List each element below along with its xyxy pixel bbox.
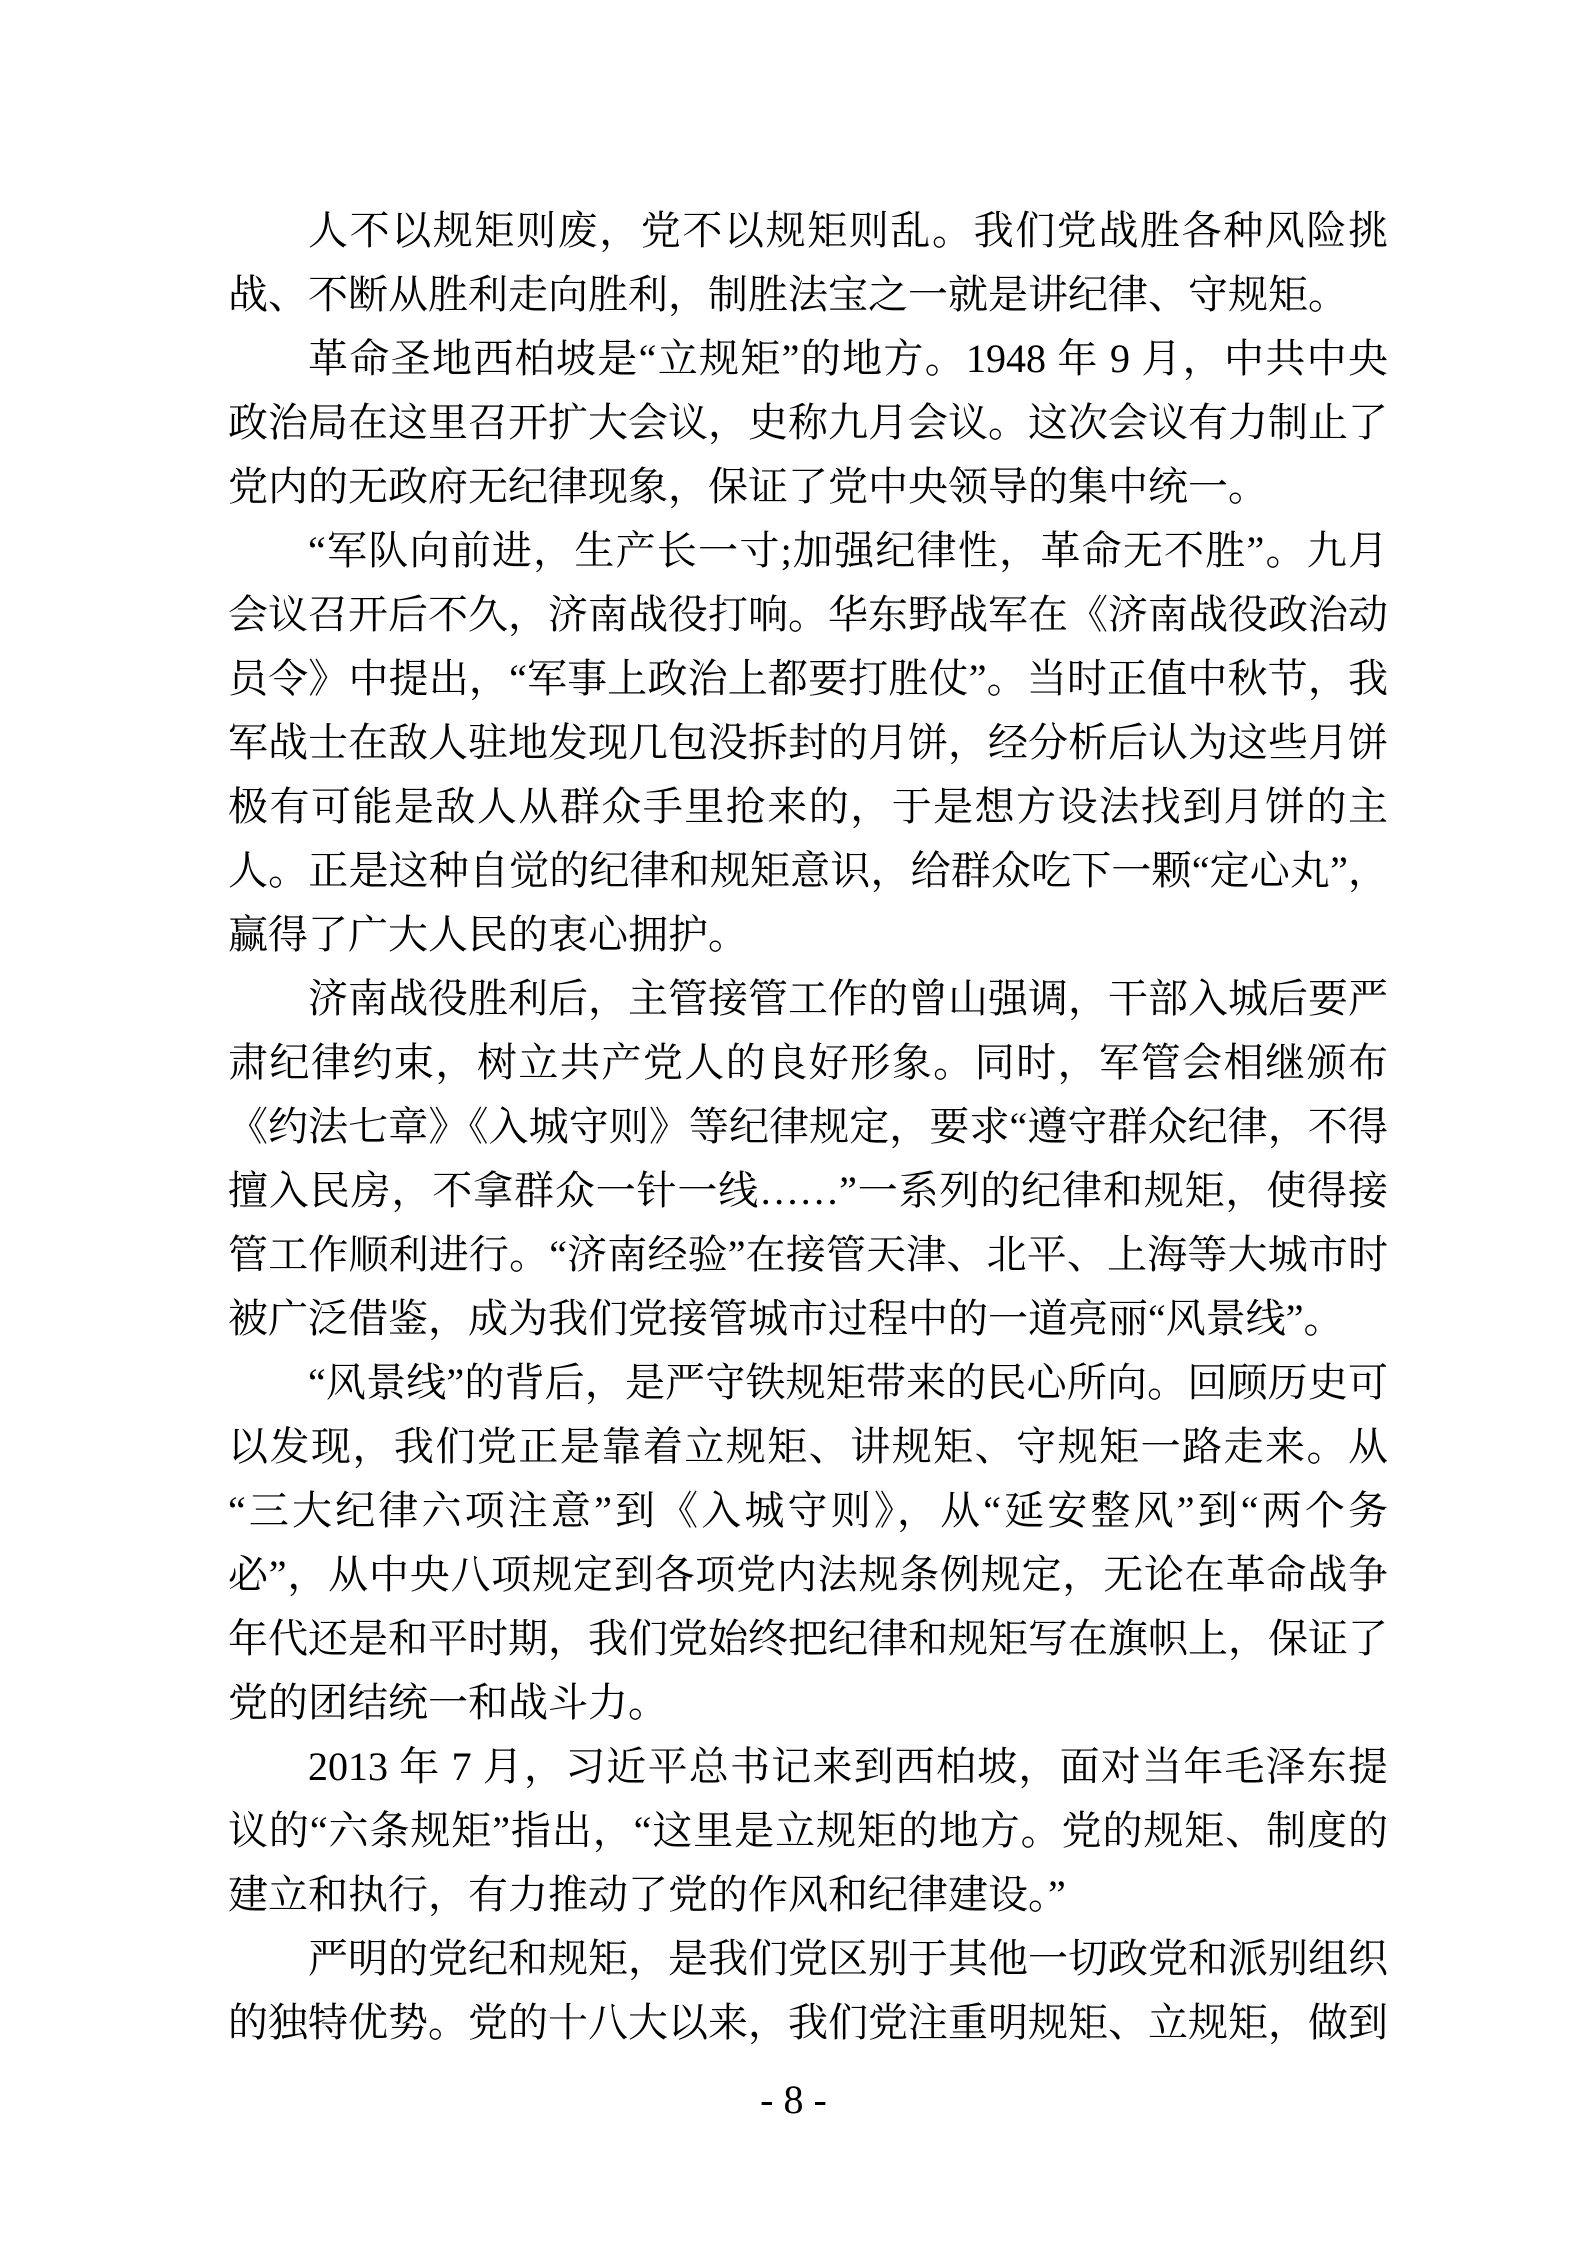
document-body — [228, 199, 1388, 2055]
paragraph-7: 严明的党纪和规矩，是我们党区别于其他一切政党和派别组织的独特优势。党的十八大以来，我们党注重明规矩、立规矩，做到 — [228, 1936, 1388, 2045]
paragraph-2: 革命圣地西柏坡是“立规矩”的地方。1948 年 9 月，中共中央政治局在这里召开扩大会议，史称九月会议。这次会议有力制止了党内的无政府无纪律现象，保证了党中央领导的集中统一。 — [228, 336, 1388, 509]
paragraph-5: “风景线”的背后，是严守铁规矩带来的民心所向。回顾历史可以发现，我们党正是靠着立规矩、讲规矩、守规矩一路走来。从“三大纪律六项注意”到《入城守则》，从“延安整风”到“两个务必”，从中央八项规定到各项党内法规条例规定，无论在革命战争年代还是和平时期，我们党始终把纪律和规矩写在旗帜上，保证了党的团结统一和战斗力。 — [228, 1360, 1388, 1725]
paragraph-1: 人不以规矩则废，党不以规矩则乱。我们党战胜各种风险挑战、不断从胜利走向胜利，制胜法宝之一就是讲纪律、守规矩。 — [228, 208, 1388, 317]
paragraph-6: 2013 年 7 月，习近平总书记来到西柏坡，面对当年毛泽东提议的“六条规矩”指出，“这里是立规矩的地方。党的规矩、制度的建立和执行，有力推动了党的作风和纪律建设。” — [228, 1744, 1388, 1917]
page-number: - 8 - — [760, 2077, 827, 2122]
paragraph-3: “军队向前进，生产长一寸;加强纪律性，革命无不胜”。九月会议召开后不久，济南战役打响。华东野战军在《济南战役政治动员令》中提出，“军事上政治上都要打胜仗”。当时正值中秋节，我军战士在敌人驻地发现几包没拆封的月饼，经分析后认为这些月饼极有可能是敌人从群众手里抢来的，于是想方设法找到月饼的主人。正是这种自觉的纪律和规矩意识，给群众吃下一颗“定心丸”，赢得了广大人民的衷心拥护。 — [228, 528, 1388, 957]
paragraph-4: 济南战役胜利后，主管接管工作的曾山强调，干部入城后要严肃纪律约束，树立共产党人的良好形象。同时，军管会相继颁布《约法七章》《入城守则》等纪律规定，要求“遵守群众纪律，不得擅入民房，不拿群众一针一线……”一系列的纪律和规矩，使得接管工作顺利进行。“济南经验”在接管天津、北平、上海等大城市时被广泛借鉴，成为我们党接管城市过程中的一道亮丽“风景线”。 — [228, 976, 1388, 1341]
